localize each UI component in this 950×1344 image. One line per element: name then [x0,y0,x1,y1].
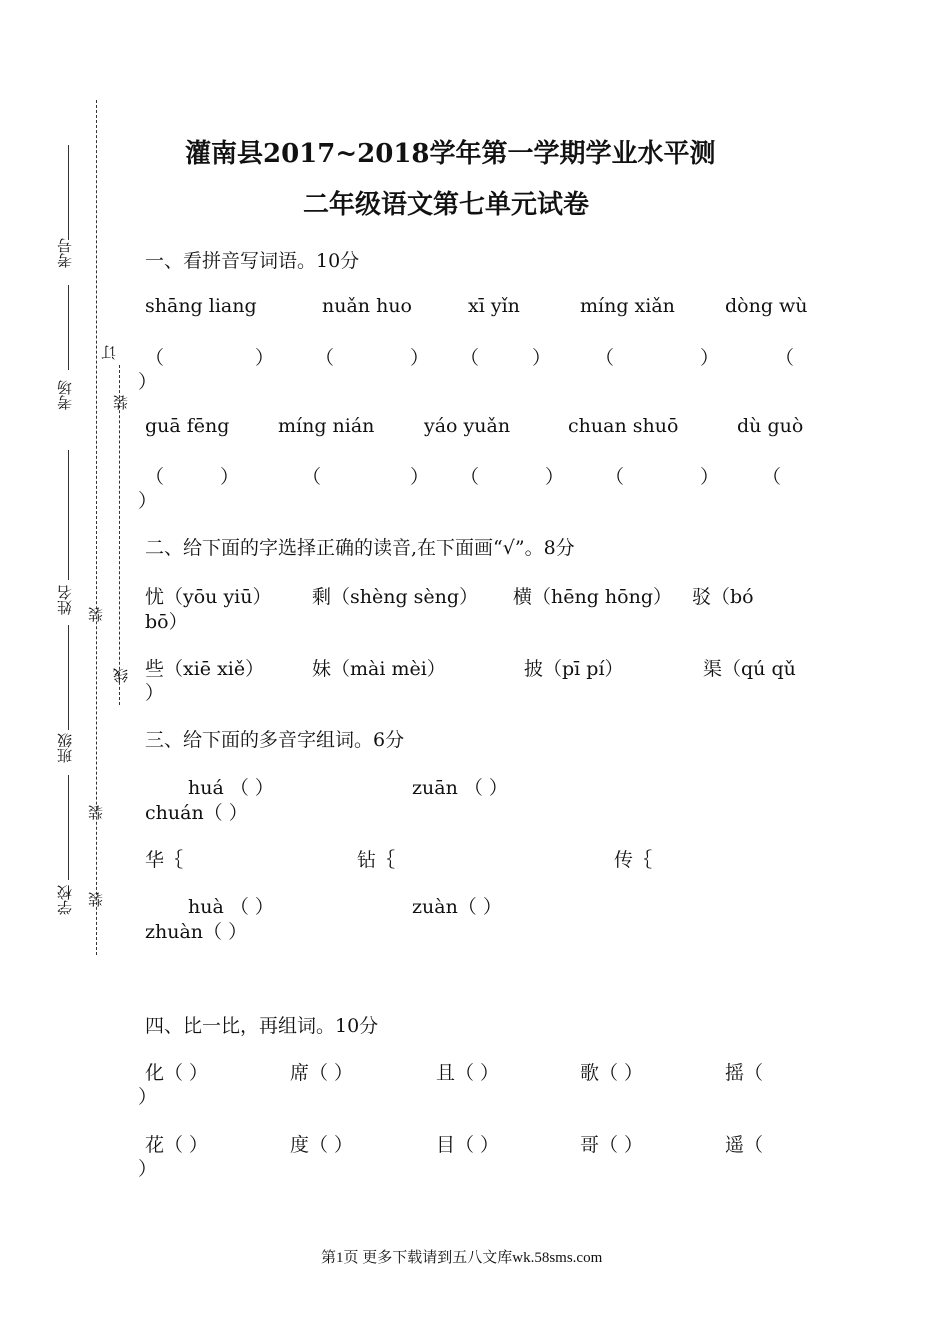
answer-paren-close: ） [700,466,720,488]
q4-item: 化（ ） [145,1062,209,1084]
q1-heading: 一、看拼音写词语。10分 [145,250,360,272]
label-banji: 班级 [56,733,74,763]
answer-paren-close: ） [255,347,275,369]
q2-item: 些（xiē xiě） [145,658,265,680]
q3-reading: zuàn（ ） [412,896,502,918]
q1-pinyin: shāng liang [145,295,257,317]
answer-paren-open: （ [145,466,165,488]
label-zhuang-4: 装 [87,892,105,907]
label-xuexiao: 学校 [56,885,74,915]
answer-paren-close: ） [545,466,565,488]
label-zhuang-1: 装 [112,395,130,410]
binding-dash-line-outer [96,100,97,955]
q4-item-wrap: ） [138,1086,158,1108]
answer-paren-open: （ [315,347,335,369]
q2-item: 披（pī pí） [524,658,624,680]
field-line-kaochang-top [68,285,69,370]
q4-item: 花（ ） [145,1134,209,1156]
q4-item: 度（ ） [290,1134,354,1156]
label-xingming: 姓名 [56,585,74,615]
q3-char: 华｛ [145,849,184,871]
q3-char: 钻｛ [357,849,396,871]
answer-paren-open: （ [775,347,795,369]
q3-reading: zuān （ ） [412,777,508,799]
q4-item: 遥（ [725,1134,764,1156]
q1-pinyin: chuan shuō [568,415,679,437]
q2-heading: 二、给下面的字选择正确的读音,在下面画“√”。8分 [145,537,575,559]
q3-reading: huá （ ） [188,777,274,799]
q4-item: 席（ ） [290,1062,354,1084]
q2-item: 渠（qú qǔ [703,658,796,680]
q1-pinyin: nuǎn huo [322,295,412,317]
answer-paren-close: ） [138,371,158,393]
answer-paren-open: （ [145,347,165,369]
q2-item-wrap: ） [145,682,165,704]
q2-item-wrap: bō） [145,611,188,633]
q4-heading: 四、比一比，再组词。10分 [145,1015,379,1037]
q2-item: 驳（bó [692,586,754,608]
label-zhuang-2: 装 [87,607,105,622]
q1-pinyin: yáo yuǎn [424,415,511,437]
q3-char: 传｛ [614,849,653,871]
q1-pinyin: xī yǐn [468,295,520,317]
field-line-banji [68,625,69,730]
q3-reading-wrap: zhuàn（ ） [145,921,248,943]
q4-item: 哥（ ） [580,1134,644,1156]
q1-pinyin: míng xiǎn [580,295,675,317]
label-kaochang: 考场 [56,380,74,410]
answer-paren-open: （ [302,466,322,488]
page-footer: 第1页 更多下载请到五八文库wk.58sms.com [321,1250,603,1266]
binding-dash-line-inner [119,365,120,705]
q3-heading: 三、给下面的多音字组词。6分 [145,729,405,751]
q1-pinyin: guā fēng [145,415,230,437]
answer-paren-open: （ [762,466,782,488]
q4-item: 摇（ [725,1062,764,1084]
q4-item-wrap: ） [138,1158,158,1180]
answer-paren-open: （ [595,347,615,369]
field-line-kaohao [68,145,69,240]
q4-item: 歌（ ） [580,1062,644,1084]
answer-paren-close: ） [532,347,552,369]
answer-paren-close: ） [138,490,158,512]
q1-pinyin: dù guò [737,415,804,437]
q2-item: 横（hēng hōng） [513,586,672,608]
q2-item: 妹（mài mèi） [312,658,446,680]
label-kaohao: 考号 [56,238,74,268]
label-zhuang-3: 装 [87,805,105,820]
answer-paren-open: （ [605,466,625,488]
q3-reading: huà （ ） [188,896,274,918]
answer-paren-close: ） [410,347,430,369]
q1-pinyin: míng nián [278,415,375,437]
label-ding: 订 [100,345,118,360]
answer-paren-open: （ [460,466,480,488]
field-line-xingming [68,450,69,580]
q4-item: 目（ ） [436,1134,500,1156]
q1-pinyin: dòng wù [725,295,808,317]
q2-item: 剩（shèng sèng） [312,586,479,608]
q4-item: 且（ ） [436,1062,500,1084]
answer-paren-close: ） [220,466,240,488]
field-line-xuexiao [68,775,69,880]
exam-title-line1: 灌南县2017~2018学年第一学期学业水平测 [185,139,716,169]
q3-reading-wrap: chuán（ ） [145,802,248,824]
q2-item: 忧（yōu yiū） [145,586,272,608]
answer-paren-open: （ [460,347,480,369]
exam-title-line2: 二年级语文第七单元试卷 [303,190,590,220]
answer-paren-close: ） [700,347,720,369]
answer-paren-close: ） [410,466,430,488]
label-xian: 线 [112,668,130,683]
